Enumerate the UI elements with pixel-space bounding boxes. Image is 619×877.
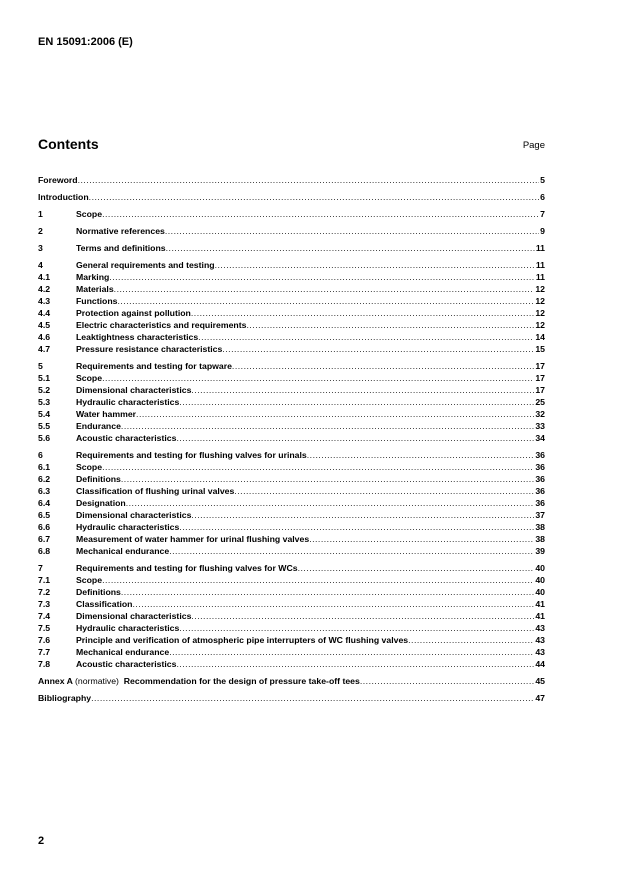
- document-id: EN 15091:2006 (E): [38, 36, 133, 48]
- toc-leader-dots: [191, 307, 534, 319]
- toc-entry-number: 5.6: [38, 433, 51, 443]
- toc-leader-dots: [121, 420, 534, 432]
- toc-entry-number: 5.1: [38, 373, 51, 383]
- toc-entry-page: 17: [535, 361, 545, 371]
- toc-entry[interactable]: [38, 521, 545, 533]
- toc-leader-dots: [169, 545, 534, 557]
- toc-entry[interactable]: [38, 191, 545, 203]
- toc-entry-page: 25: [535, 397, 545, 407]
- toc-entry-number: 4.4: [38, 308, 51, 318]
- toc-entry-page: 32: [535, 409, 545, 419]
- annex-title: Recommendation for the design of pressure take-off tees: [123, 676, 360, 686]
- toc-leader-dots: [114, 283, 535, 295]
- toc-entry-number: 5.2: [38, 385, 51, 395]
- toc-entry-number: 7: [38, 563, 43, 573]
- toc-entry-number: 6.4: [38, 498, 51, 508]
- toc-entry-number: 7.5: [38, 623, 51, 633]
- toc-entry[interactable]: [38, 372, 545, 384]
- toc-entry-number: 5.3: [38, 397, 51, 407]
- toc-leader-dots: [176, 432, 534, 444]
- toc-entry[interactable]: [38, 497, 545, 509]
- toc-entry[interactable]: [38, 692, 545, 704]
- toc-entry[interactable]: [38, 396, 545, 408]
- toc-entry-title: Scope: [76, 462, 103, 472]
- toc-entry[interactable]: [38, 473, 545, 485]
- toc-entry-title: Definitions: [76, 474, 121, 484]
- toc-entry-number: 7.1: [38, 575, 51, 585]
- toc-entry-title: Electric characteristics and requirements: [76, 320, 247, 330]
- toc-entry[interactable]: [38, 225, 545, 237]
- toc-entry-title: Hydraulic characteristics: [76, 522, 180, 532]
- toc-entry-title: Designation: [76, 498, 126, 508]
- toc-entry[interactable]: [38, 658, 545, 670]
- toc-leader-dots: [360, 675, 534, 687]
- toc-entry-page: 14: [535, 332, 545, 342]
- toc-entry-number: 6.6: [38, 522, 51, 532]
- toc-entry[interactable]: [38, 331, 545, 343]
- toc-entry-page: 45: [535, 676, 545, 686]
- table-of-contents: [38, 174, 545, 704]
- toc-leader-dots: [102, 574, 534, 586]
- toc-entry-page: 36: [535, 450, 545, 460]
- toc-leader-dots: [109, 271, 535, 283]
- toc-entry-page: 6: [540, 192, 545, 202]
- toc-entry[interactable]: [38, 485, 545, 497]
- toc-entry-page: 36: [535, 462, 545, 472]
- toc-leader-dots: [179, 622, 534, 634]
- page-title: Contents: [38, 136, 99, 152]
- toc-leader-dots: [78, 174, 540, 186]
- toc-entry-number: 4.5: [38, 320, 51, 330]
- toc-entry-title: Scope: [76, 209, 103, 219]
- toc-entry-number: 5.5: [38, 421, 51, 431]
- toc-leader-dots: [102, 461, 534, 473]
- toc-entry[interactable]: [38, 610, 545, 622]
- toc-leader-dots: [136, 408, 534, 420]
- toc-entry[interactable]: [38, 408, 545, 420]
- toc-entry-page: 7: [540, 209, 545, 219]
- toc-entry-number: 4.2: [38, 284, 51, 294]
- toc-entry-number: 4.1: [38, 272, 51, 282]
- toc-entry-title: Leaktightness characteristics: [76, 332, 199, 342]
- toc-leader-dots: [176, 658, 534, 670]
- toc-leader-dots: [169, 646, 534, 658]
- toc-entry-title: Normative references: [76, 226, 165, 236]
- toc-entry[interactable]: [38, 634, 545, 646]
- toc-entry-number: 7.8: [38, 659, 51, 669]
- toc-entry-title: Principle and verification of atmospheric pipe interrupters of WC flushing valves: [76, 635, 409, 645]
- toc-entry-title: Requirements and testing for flushing valves for urinals: [76, 450, 307, 460]
- toc-entry-title: Water hammer: [76, 409, 137, 419]
- toc-leader-dots: [121, 473, 534, 485]
- toc-leader-dots: [133, 598, 535, 610]
- page-column-label: Page: [522, 140, 545, 151]
- toc-entry[interactable]: [38, 533, 545, 545]
- toc-leader-dots: [102, 372, 534, 384]
- toc-entry[interactable]: [38, 449, 545, 461]
- toc-entry-number: 3: [38, 243, 43, 253]
- toc-entry-title: Materials: [76, 284, 114, 294]
- toc-entry-title: Protection against pollution: [76, 308, 191, 318]
- toc-entry-number: 2: [38, 226, 43, 236]
- toc-leader-dots: [309, 533, 534, 545]
- toc-entry-page: 17: [535, 385, 545, 395]
- toc-entry[interactable]: [38, 509, 545, 521]
- toc-entry-title: Classification of flushing urinal valves: [76, 486, 235, 496]
- toc-leader-dots: [165, 225, 539, 237]
- toc-leader-dots: [191, 509, 534, 521]
- toc-entry-number: 4: [38, 260, 43, 270]
- toc-entry-page: 44: [535, 659, 545, 669]
- toc-entry-title: Acoustic characteristics: [76, 659, 177, 669]
- toc-entry-number: 6.2: [38, 474, 51, 484]
- toc-entry-page: 5: [540, 175, 545, 185]
- toc-entry-page: 12: [535, 284, 545, 294]
- toc-entry[interactable]: [38, 574, 545, 586]
- toc-entry[interactable]: [38, 646, 545, 658]
- toc-leader-dots: [179, 521, 534, 533]
- toc-entry[interactable]: [38, 598, 545, 610]
- toc-entry-page: 9: [540, 226, 545, 236]
- toc-entry-page: 38: [535, 522, 545, 532]
- toc-entry-page: 11: [535, 260, 545, 270]
- toc-entry[interactable]: [38, 174, 545, 186]
- toc-entry-title: Mechanical endurance: [76, 647, 170, 657]
- toc-leader-dots: [91, 692, 534, 704]
- toc-entry-title: Requirements and testing for tapware: [76, 361, 232, 371]
- toc-entry-page: 12: [535, 320, 545, 330]
- toc-leader-dots: [222, 343, 534, 355]
- toc-entry[interactable]: [38, 360, 545, 372]
- toc-entry[interactable]: [38, 208, 545, 220]
- toc-entry-page: 40: [535, 575, 545, 585]
- toc-entry-page: 36: [535, 498, 545, 508]
- toc-entry-title: Bibliography: [38, 693, 92, 703]
- toc-entry-number: 6.7: [38, 534, 51, 544]
- toc-entry-title: Marking: [76, 272, 110, 282]
- toc-entry-title: Definitions: [76, 587, 121, 597]
- toc-entry-page: 43: [535, 635, 545, 645]
- toc-entry[interactable]: [38, 432, 545, 444]
- toc-entry-page: 11: [535, 272, 545, 282]
- toc-entry-page: 41: [535, 611, 545, 621]
- toc-entry-title: [38, 675, 360, 687]
- toc-entry[interactable]: [38, 420, 545, 432]
- toc-entry[interactable]: [38, 271, 545, 283]
- toc-entry-title: Hydraulic characteristics: [76, 623, 180, 633]
- toc-entry-title: Endurance: [76, 421, 121, 431]
- toc-entry-title: General requirements and testing: [76, 260, 215, 270]
- toc-entry[interactable]: [38, 586, 545, 598]
- toc-leader-dots: [126, 497, 535, 509]
- toc-leader-dots: [232, 360, 534, 372]
- toc-entry-page: 47: [535, 693, 545, 703]
- toc-entry[interactable]: [38, 384, 545, 396]
- toc-entry-page: 39: [535, 546, 545, 556]
- toc-entry-page: 41: [535, 599, 545, 609]
- toc-entry-number: 7.4: [38, 611, 51, 621]
- toc-leader-dots: [191, 384, 534, 396]
- toc-entry-title: Scope: [76, 373, 103, 383]
- toc-entry-number: 4.7: [38, 344, 51, 354]
- toc-entry[interactable]: [38, 675, 545, 687]
- annex-label: Annex A: [38, 676, 73, 686]
- toc-leader-dots: [102, 208, 539, 220]
- toc-entry-page: 36: [535, 474, 545, 484]
- toc-entry[interactable]: [38, 319, 545, 331]
- toc-entry-page: 43: [535, 623, 545, 633]
- toc-entry-title: Classification: [76, 599, 133, 609]
- toc-entry[interactable]: [38, 307, 545, 319]
- toc-leader-dots: [121, 586, 534, 598]
- toc-entry-title: Functions: [76, 296, 118, 306]
- toc-leader-dots: [89, 191, 539, 203]
- toc-entry-page: 37: [535, 510, 545, 520]
- toc-entry[interactable]: [38, 461, 545, 473]
- toc-entry-number: 4.6: [38, 332, 51, 342]
- toc-leader-dots: [408, 634, 534, 646]
- toc-entry-number: 6.3: [38, 486, 51, 496]
- toc-leader-dots: [166, 242, 535, 254]
- toc-leader-dots: [118, 295, 535, 307]
- toc-leader-dots: [191, 610, 534, 622]
- toc-entry-page: 38: [535, 534, 545, 544]
- toc-entry-page: 40: [535, 587, 545, 597]
- toc-leader-dots: [246, 319, 534, 331]
- toc-entry-page: 43: [535, 647, 545, 657]
- toc-entry-title: Pressure resistance characteristics: [76, 344, 223, 354]
- toc-entry-number: 7.3: [38, 599, 51, 609]
- toc-entry-page: 12: [535, 296, 545, 306]
- toc-leader-dots: [179, 396, 534, 408]
- toc-entry-page: 34: [535, 433, 545, 443]
- toc-leader-dots: [234, 485, 534, 497]
- toc-entry-title: Terms and definitions: [76, 243, 166, 253]
- toc-entry[interactable]: [38, 622, 545, 634]
- toc-entry[interactable]: [38, 283, 545, 295]
- toc-entry-number: 1: [38, 209, 43, 219]
- toc-entry-page: 15: [535, 344, 545, 354]
- toc-entry-number: 6.5: [38, 510, 51, 520]
- toc-leader-dots: [307, 449, 535, 461]
- toc-entry-title: Hydraulic characteristics: [76, 397, 180, 407]
- toc-entry-number: 6.1: [38, 462, 51, 472]
- toc-entry-title: Foreword: [38, 175, 78, 185]
- toc-entry-title: Acoustic characteristics: [76, 433, 177, 443]
- toc-entry-title: Dimensional characteristics: [76, 510, 192, 520]
- toc-entry-title: Introduction: [38, 192, 89, 202]
- toc-entry[interactable]: [38, 562, 545, 574]
- toc-entry-title: Mechanical endurance: [76, 546, 170, 556]
- toc-entry-title: Dimensional characteristics: [76, 611, 192, 621]
- toc-entry-page: 33: [535, 421, 545, 431]
- page-number: 2: [38, 835, 45, 847]
- toc-entry-number: 6.8: [38, 546, 51, 556]
- toc-entry-page: 17: [535, 373, 545, 383]
- toc-entry-number: 7.2: [38, 587, 51, 597]
- toc-entry-page: 40: [535, 563, 545, 573]
- toc-entry-number: 5: [38, 361, 43, 371]
- toc-entry-title: Scope: [76, 575, 103, 585]
- toc-entry[interactable]: [38, 259, 545, 271]
- toc-entry[interactable]: [38, 242, 545, 254]
- toc-entry-title: Measurement of water hammer for urinal flushing valves: [76, 534, 310, 544]
- toc-entry-page: 36: [535, 486, 545, 496]
- toc-entry-title: Dimensional characteristics: [76, 385, 192, 395]
- toc-entry-number: 7.6: [38, 635, 51, 645]
- toc-entry-page: 12: [535, 308, 545, 318]
- toc-entry-number: 5.4: [38, 409, 51, 419]
- toc-entry-page: 11: [535, 243, 545, 253]
- toc-entry-number: 4.3: [38, 296, 51, 306]
- toc-entry-title: Requirements and testing for flushing valves for WCs: [76, 563, 298, 573]
- toc-leader-dots: [298, 562, 535, 574]
- annex-type: (normative): [75, 676, 119, 686]
- toc-entry-number: 6: [38, 450, 43, 460]
- toc-entry[interactable]: [38, 295, 545, 307]
- toc-entry[interactable]: [38, 545, 545, 557]
- toc-entry-number: 7.7: [38, 647, 51, 657]
- toc-entry[interactable]: [38, 343, 545, 355]
- toc-leader-dots: [198, 331, 534, 343]
- toc-leader-dots: [215, 259, 535, 271]
